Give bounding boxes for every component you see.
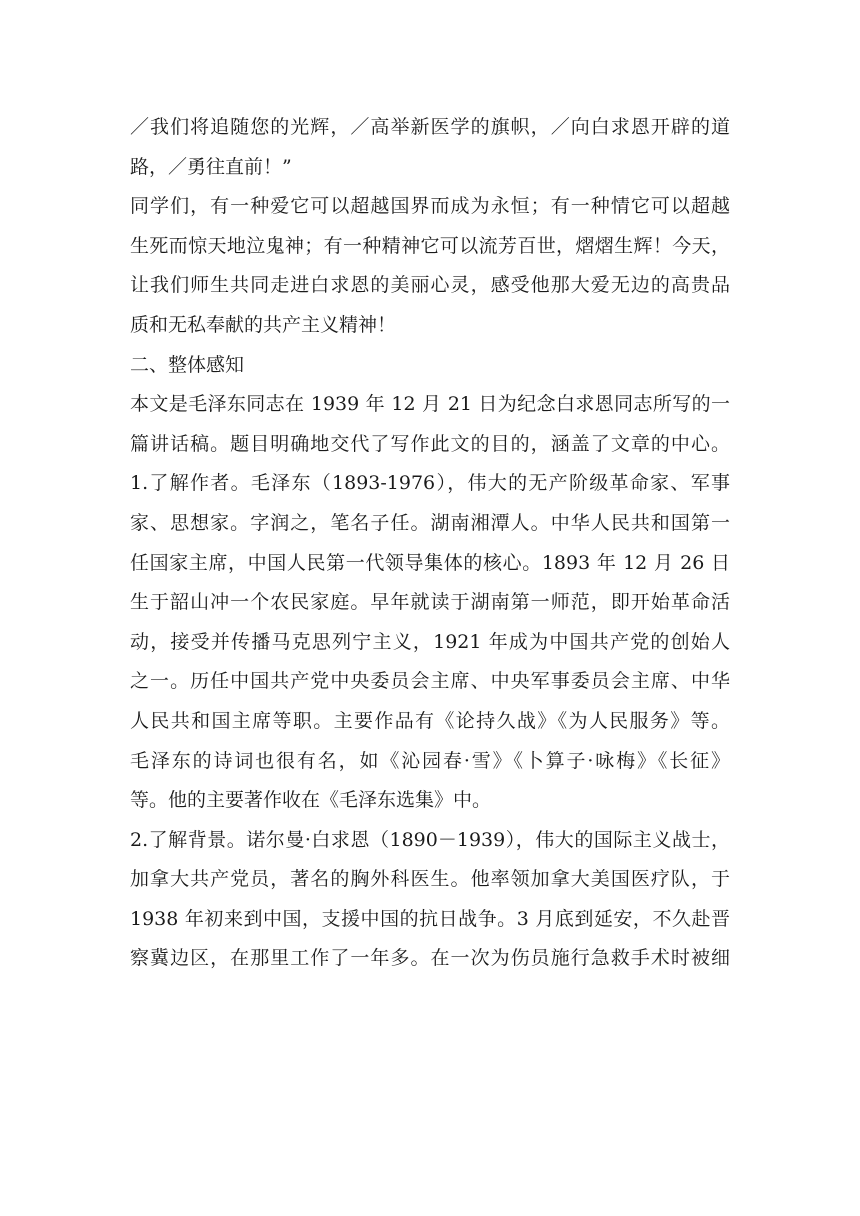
text-line: 本文是毛泽东同志在 1939 年 12 月 21 日为纪念白求恩同志所写的一 — [130, 393, 730, 416]
text-line: 质和无私奉献的共产主义精神！ — [130, 313, 397, 336]
text-line: 篇讲话稿。题目明确地交代了写作此文的目的，涵盖了文章的中心。 — [130, 432, 730, 455]
text-line: 任国家主席，中国人民第一代领导集体的核心。1893 年 12 月 26 日 — [130, 551, 730, 574]
text-line: 2.了解背景。诺尔曼·白求恩（1890－1939），伟大的国际主义战士， — [130, 828, 730, 851]
text-line: 1938 年初来到中国，支援中国的抗日战争。3 月底到延安，不久赴晋 — [130, 907, 730, 930]
text-line: 同学们，有一种爱它可以超越国界而成为永恒；有一种情它可以超越 — [130, 195, 730, 218]
text-line: 察冀边区，在那里工作了一年多。在一次为伤员施行急救手术时被细 — [130, 947, 730, 970]
section-heading: 二、整体感知 — [130, 353, 245, 376]
text-line: 加拿大共产党员，著名的胸外科医生。他率领加拿大美国医疗队，于 — [130, 868, 730, 891]
text-line: 生于韶山冲一个农民家庭。早年就读于湖南第一师范，即开始革命活 — [130, 591, 730, 614]
text-line: 让我们师生共同走进白求恩的美丽心灵，感受他那大爱无边的高贵品 — [130, 274, 730, 297]
document-page — [130, 108, 730, 979]
text-line: 动，接受并传播马克思列宁主义，1921 年成为中国共产党的创始人 — [130, 630, 730, 653]
text-line: 家、思想家。字润之，笔名子任。湖南湘潭人。中华人民共和国第一 — [130, 511, 730, 534]
text-line: 之一。历任中国共产党中央委员会主席、中央军事委员会主席、中华 — [130, 670, 730, 693]
text-line: ／我们将追随您的光辉，／高举新医学的旗帜，／向白求恩开辟的道 — [130, 116, 730, 138]
text-line: 路，／勇往直前！” — [130, 155, 292, 178]
text-line: 1.了解作者。毛泽东（1893-1976），伟大的无产阶级革命家、军事 — [130, 472, 730, 495]
text-line: 人民共和国主席等职。主要作品有《论持久战》《为人民服务》等。 — [130, 709, 730, 732]
text-line: 等。他的主要著作收在《毛泽东选集》中。 — [130, 789, 492, 812]
text-line: 生死而惊天地泣鬼神；有一种精神它可以流芳百世，熠熠生辉！今天， — [130, 234, 730, 257]
text-line: 毛泽东的诗词也很有名，如《沁园春·雪》《卜算子·咏梅》《长征》 — [130, 749, 730, 772]
